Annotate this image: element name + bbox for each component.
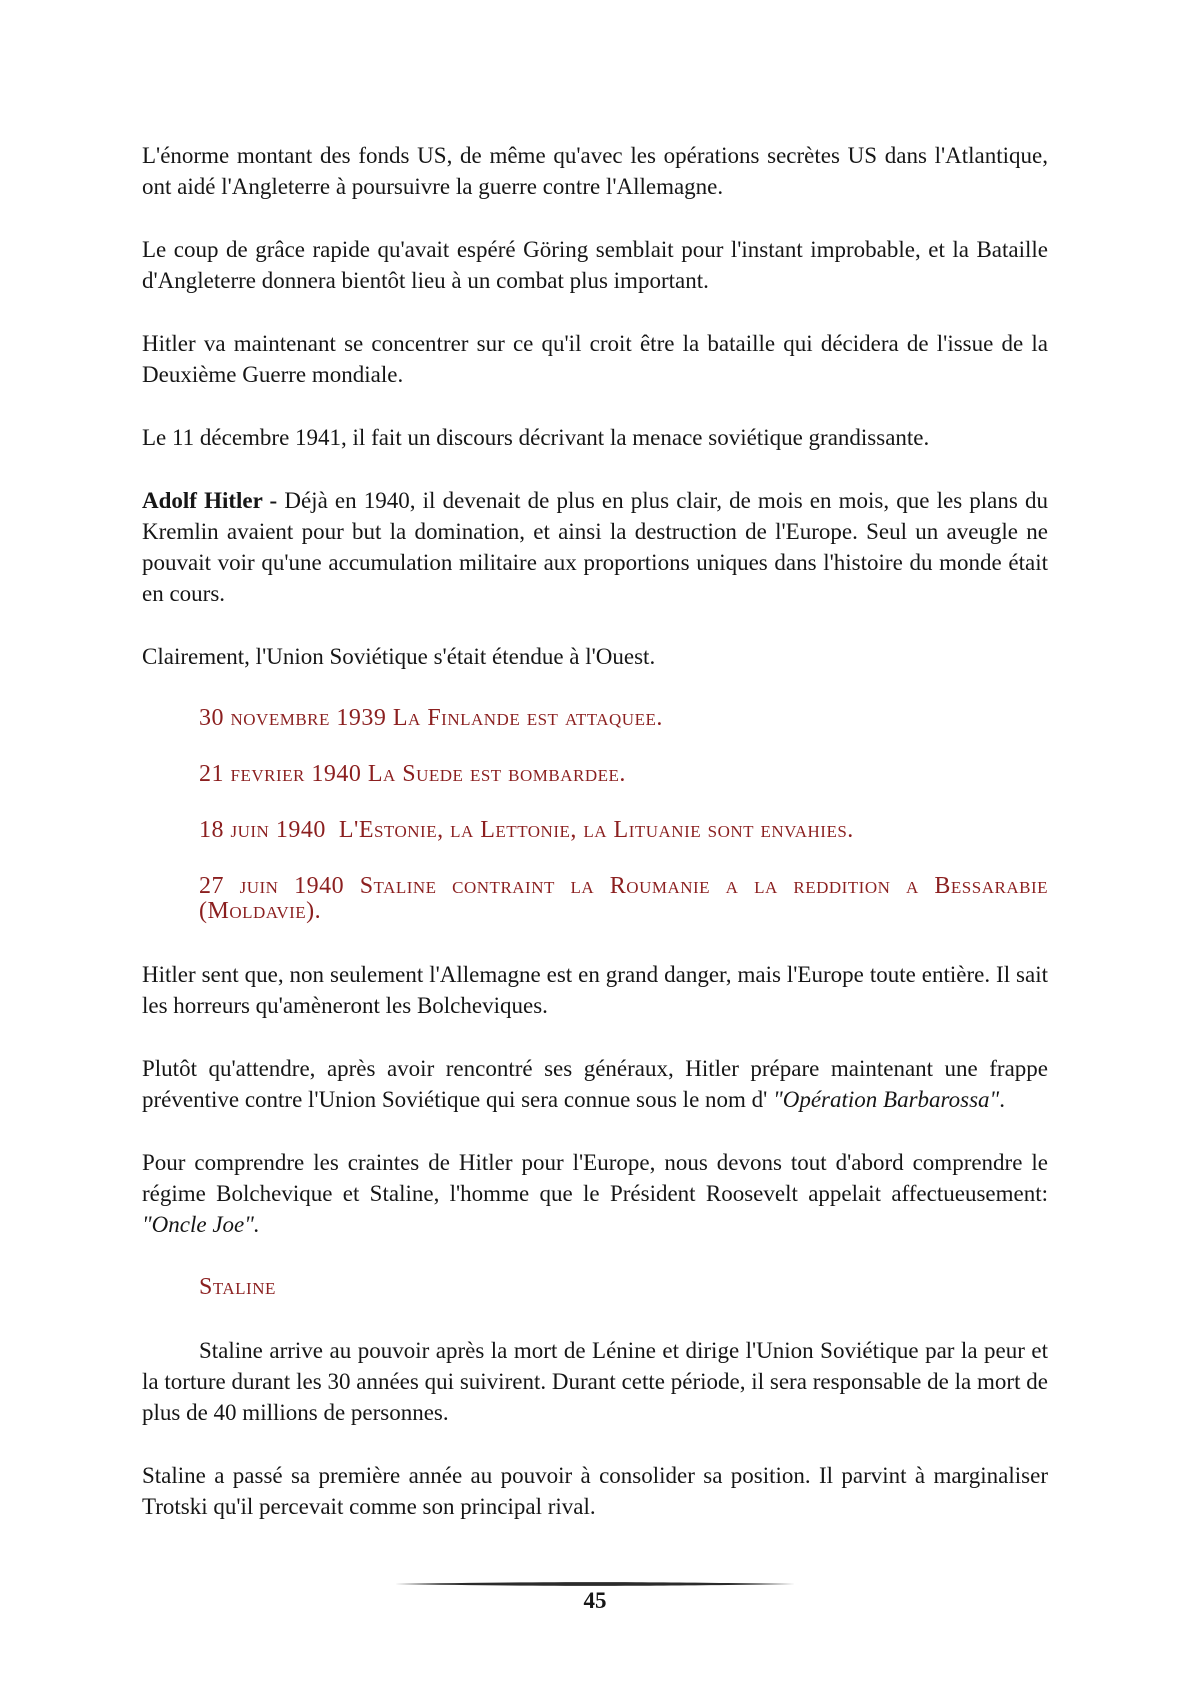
- barbarossa-operation-name: "Opération Barbarossa": [773, 1087, 1000, 1112]
- paragraph-clairement: Clairement, l'Union Soviétique s'était étendue à l'Ouest.: [142, 644, 656, 669]
- paragraph-discours-1941: Le 11 décembre 1941, il fait un discours décrivant la menace soviétique grandissante.: [142, 425, 930, 450]
- oncle-joe-text: Pour comprendre les craintes de Hitler pour l'Europe, nous devons tout d'abord comprendre le régime Bolchevique et Staline, l'homme que le Président Roosevelt appelait affectueusement:: [142, 1150, 1048, 1206]
- paragraph-oncle-joe: [142, 1147, 1048, 1240]
- paragraph-hitler-concentre: Hitler va maintenant se concentrer sur ce qu'il croit être la bataille qui décidera de l'issue de la Deuxième Guerre mondiale.: [142, 331, 1048, 387]
- paragraph-hitler-sent: Hitler sent que, non seulement l'Allemagne est en grand danger, mais l'Europe toute entière. Il sait les horreurs qu'amèneront les Bolcheviques.: [142, 962, 1048, 1018]
- speaker-name: Adolf Hitler -: [142, 488, 285, 513]
- paragraph-barbarossa: [142, 1053, 1048, 1115]
- footer-divider: [395, 1581, 795, 1587]
- paragraph-coup-de-grace: Le coup de grâce rapide qu'avait espéré Göring semblait pour l'instant improbable, et la Bataille d'Angleterre donnera bientôt lieu à un combat plus important.: [142, 237, 1048, 293]
- paragraph-adolf-hitler-quote: [142, 485, 1048, 609]
- event-line-suede: 21 fevrier 1940 La Suede est bombardee.: [199, 761, 626, 787]
- page-number: 45: [583, 1588, 607, 1613]
- section-heading-staline: Staline: [199, 1274, 276, 1300]
- paragraph-us-funds: L'énorme montant des fonds US, de même qu'avec les opérations secrètes US dans l'Atlantique, ont aidé l'Angleterre à poursuivre la guerre contre l'Allemagne.: [142, 143, 1048, 199]
- page-footer: [0, 1581, 1190, 1613]
- quote-text: Déjà en 1940, il devenait de plus en plus clair, de mois en mois, que les plans du Kremlin avaient pour but la domination, et ainsi la destruction de l'Europe. Seul un aveugle ne pouvait voir qu'une accumulation militaire aux proportions uniques dans l'histoire du monde était en cours.: [142, 488, 1048, 606]
- event-line-finlande: 30 novembre 1939 La Finlande est attaquee.: [199, 705, 663, 731]
- paragraph-staline-pouvoir: Staline arrive au pouvoir après la mort de Lénine et dirige l'Union Soviétique par la peur et la torture durant les 30 années qui suivirent. Durant cette période, il sera responsable de la mort de plus de 40 millions de personnes.: [142, 1338, 1048, 1425]
- event-line-baltes: 18 juin 1940 L'Estonie, la Lettonie, la Lituanie sont envahies.: [199, 817, 854, 843]
- barbarossa-end: .: [999, 1087, 1005, 1112]
- oncle-joe-nickname: "Oncle Joe".: [142, 1212, 260, 1237]
- event-line-roumanie: 27 juin 1940 Staline contraint la Roumanie a la reddition a Bessarabie (Moldavie).: [199, 873, 1048, 924]
- barbarossa-text: Plutôt qu'attendre, après avoir rencontré ses généraux, Hitler prépare maintenant une frappe préventive contre l'Union Soviétique qui sera connue sous le nom d': [142, 1056, 1048, 1112]
- paragraph-staline-trotski: Staline a passé sa première année au pouvoir à consolider sa position. Il parvint à marginaliser Trotski qu'il percevait comme son principal rival.: [142, 1463, 1048, 1519]
